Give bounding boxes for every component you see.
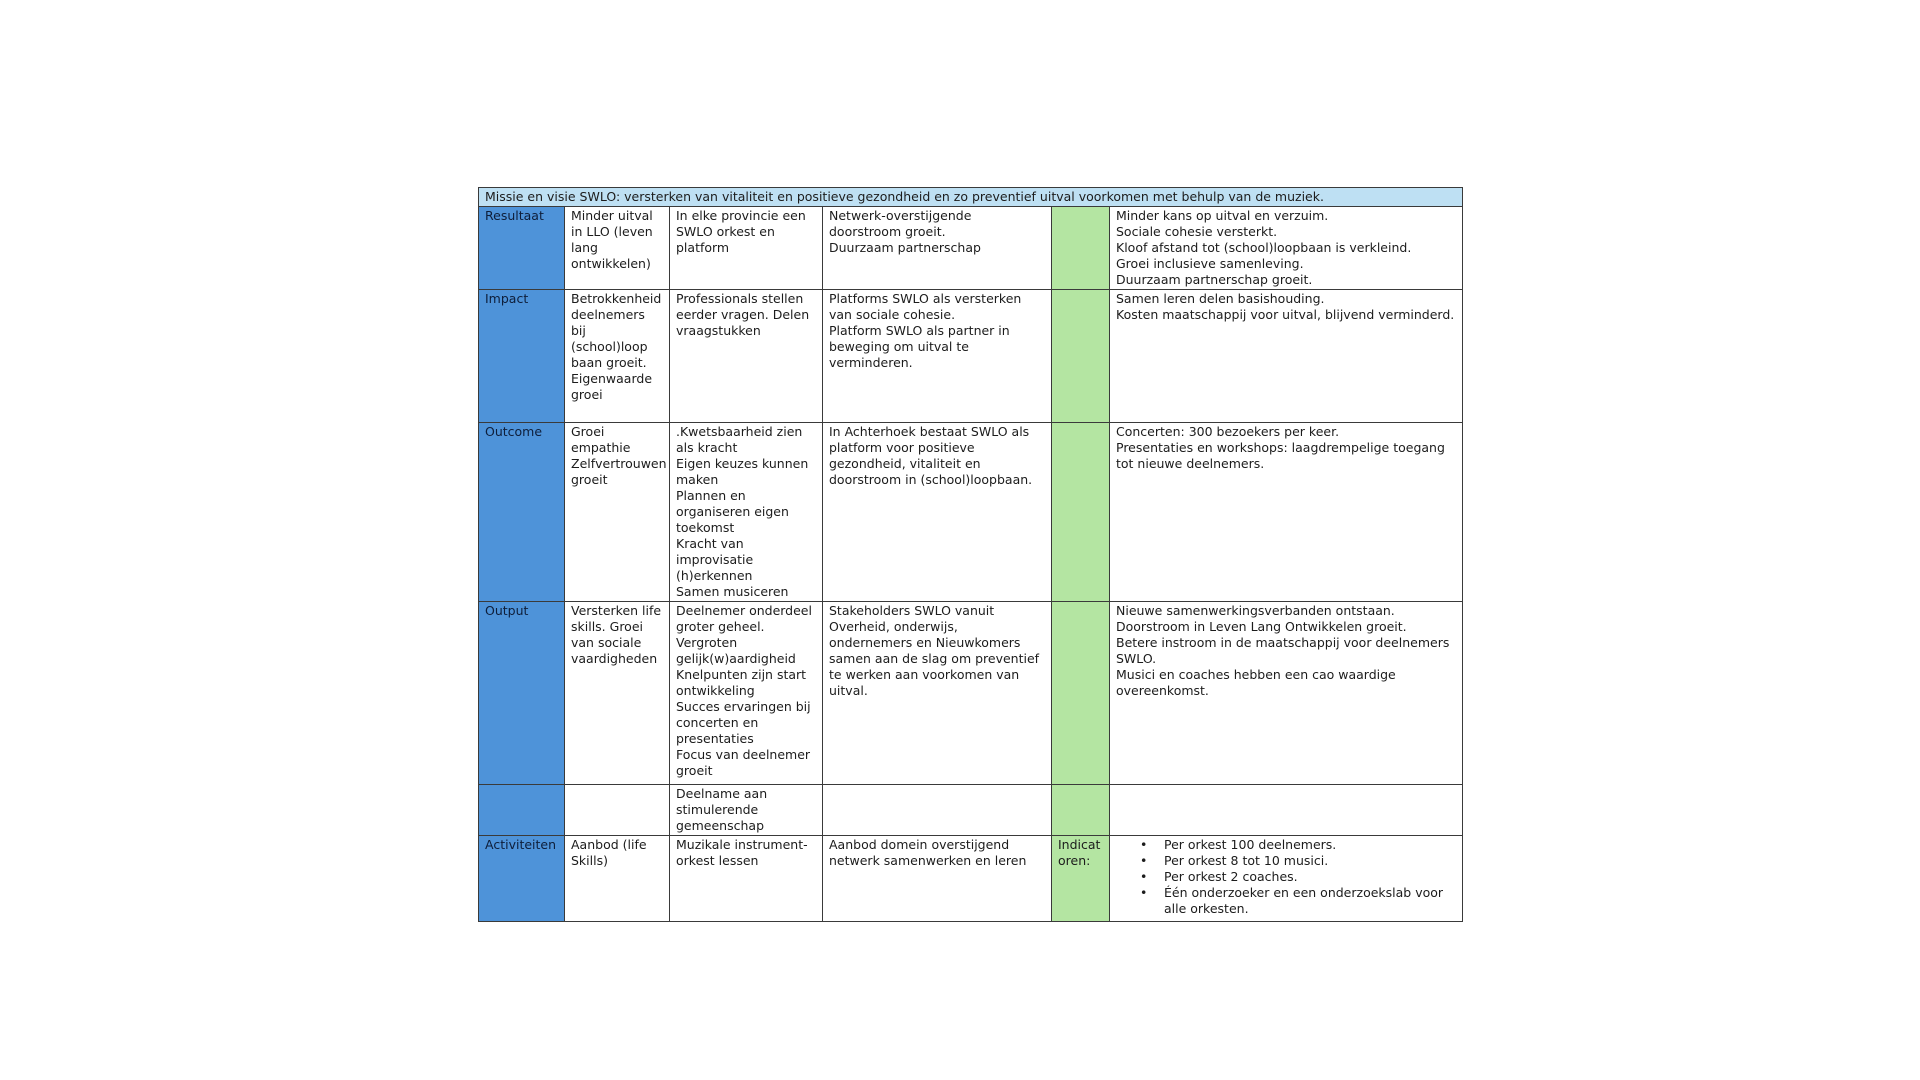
content-cell-col3: [823, 836, 1052, 922]
content-cell-col4: [1110, 785, 1463, 836]
table-row: [479, 207, 1463, 290]
content-cell-col1: [565, 602, 670, 785]
cell-text-line: Groei inclusieve samenleving.: [1116, 256, 1304, 271]
mission-header-row: [479, 188, 1463, 207]
logic-model-document: [478, 187, 1462, 922]
row-label: Outcome: [479, 423, 565, 602]
cell-text-line: Kloof afstand tot (school)loopbaan is verkleind.: [1116, 240, 1412, 255]
content-cell-col2: [670, 290, 823, 423]
table-row: [479, 290, 1463, 423]
cell-text-line: In elke provincie een SWLO orkest en platform: [676, 208, 806, 255]
table-row: [479, 785, 1463, 836]
cell-text-line: Eigenwaarde groei: [571, 371, 653, 402]
cell-text-line: Stakeholders SWLO vanuit Overheid, onderwijs, ondernemers en Nieuwkomers samen aan de slag om preventief te werken aan voorkomen van uitval.: [829, 603, 1040, 698]
cell-text-line: Duurzaam partnerschap: [829, 240, 981, 255]
content-cell-col4: [1110, 290, 1463, 423]
row-label: Output: [479, 602, 565, 785]
content-cell-col2: [670, 785, 823, 836]
cell-text-line: In Achterhoek bestaat SWLO als platform voor positieve gezondheid, vitaliteit en doorstroom in (school)loopbaan.: [829, 424, 1033, 487]
cell-text-line: Minder uitval in LLO (leven lang ontwikkelen): [571, 208, 653, 271]
content-cell-col1: [565, 785, 670, 836]
cell-text-line: Knelpunten zijn start ontwikkeling: [676, 667, 807, 698]
cell-text-line: Presentaties en workshops: laagdrempelige toegang tot nieuwe deelnemers.: [1116, 440, 1445, 471]
cell-text-line: Deelnemer onderdeel groter geheel.: [676, 603, 812, 634]
content-cell-col1: [565, 836, 670, 922]
content-cell-col1: [565, 423, 670, 602]
cell-text-line: Duurzaam partnerschap groeit.: [1116, 272, 1313, 287]
indicator-cell: [1052, 290, 1110, 423]
indicator-cell: [1052, 836, 1110, 922]
cell-text-line: Aanbod domein overstijgend netwerk samenwerken en leren: [829, 837, 1027, 868]
cell-text-line: Professionals stellen eerder vragen. Delen vraagstukken: [676, 291, 810, 338]
row-label: Resultaat: [479, 207, 565, 290]
content-cell-col2: [670, 423, 823, 602]
content-cell-col2: [670, 207, 823, 290]
cell-text-line: Eigen keuzes kunnen maken: [676, 456, 809, 487]
bullet-item: • Per orkest 8 tot 10 musici.: [1164, 853, 1456, 869]
content-cell-col3: [823, 602, 1052, 785]
indicator-cell: [1052, 785, 1110, 836]
cell-text-line: Samen musiceren: [676, 584, 789, 599]
cell-text-line: Concerten: 300 bezoekers per keer.: [1116, 424, 1340, 439]
content-cell-col4: [1110, 423, 1463, 602]
row-label: Activiteiten: [479, 836, 565, 922]
cell-text-line: Succes ervaringen bij concerten en presentaties: [676, 699, 811, 746]
cell-text-line: Indicat oren:: [1058, 837, 1101, 868]
content-cell-col2: [670, 836, 823, 922]
content-cell-col3: [823, 290, 1052, 423]
cell-text-line: Kracht van improvisatie (h)erkennen: [676, 536, 754, 583]
content-cell-col4: [1110, 207, 1463, 290]
cell-text-line: Betrokkenheid deelnemers bij (school)loop baan groeit.: [571, 291, 662, 370]
indicator-bullet-list: [1116, 837, 1456, 917]
cell-text-line: Versterken life skills. Groei van sociale vaardigheden: [571, 603, 662, 666]
row-label: Impact: [479, 290, 565, 423]
cell-text-line: Platform SWLO als partner in beweging om uitval te verminderen.: [829, 323, 1010, 370]
content-cell-col1: [565, 290, 670, 423]
content-cell-col2: [670, 602, 823, 785]
cell-text-line: Deelname aan stimulerende gemeenschap: [676, 786, 768, 833]
table-row: [479, 423, 1463, 602]
table-row: [479, 836, 1463, 922]
content-cell-col3: [823, 207, 1052, 290]
table-row: [479, 602, 1463, 785]
content-cell-col1: [565, 207, 670, 290]
cell-text-line: Plannen en organiseren eigen toekomst: [676, 488, 789, 535]
cell-text-line: Zelfvertrouwen groeit: [571, 456, 667, 487]
content-cell-col4: [1110, 836, 1463, 922]
cell-text-line: Sociale cohesie versterkt.: [1116, 224, 1278, 239]
cell-text-line: Netwerk-overstijgende doorstroom groeit.: [829, 208, 972, 239]
cell-text-line: Vergroten gelijk(w)aardigheid: [676, 635, 796, 666]
bullet-item: • Één onderzoeker en een onderzoekslab voor alle orkesten.: [1164, 885, 1456, 917]
cell-text-line: Platforms SWLO als versterken van sociale cohesie.: [829, 291, 1022, 322]
content-cell-col4: [1110, 602, 1463, 785]
cell-text-line: Samen leren delen basishouding.: [1116, 291, 1325, 306]
logic-model-table: [478, 187, 1463, 922]
mission-vision-header: Missie en visie SWLO: versterken van vitaliteit en positieve gezondheid en zo preventief uitval voorkomen met behulp van de muziek.: [479, 188, 1463, 207]
cell-text-line: Kosten maatschappij voor uitval, blijvend verminderd.: [1116, 307, 1455, 322]
cell-text-line: Doorstroom in Leven Lang Ontwikkelen groeit.: [1116, 619, 1407, 634]
cell-text-line: Aanbod (life Skills): [571, 837, 647, 868]
cell-text-line: Betere instroom in de maatschappij voor deelnemers SWLO.: [1116, 635, 1450, 666]
cell-text-line: Groei empathie: [571, 424, 631, 455]
cell-text-line: Nieuwe samenwerkingsverbanden ontstaan.: [1116, 603, 1395, 618]
indicator-cell: [1052, 207, 1110, 290]
bullet-item: • Per orkest 100 deelnemers.: [1164, 837, 1456, 853]
indicator-cell: [1052, 423, 1110, 602]
indicator-cell: [1052, 602, 1110, 785]
bullet-item: • Per orkest 2 coaches.: [1164, 869, 1456, 885]
content-cell-col3: [823, 785, 1052, 836]
row-label: [479, 785, 565, 836]
content-cell-col3: [823, 423, 1052, 602]
cell-text-line: .Kwetsbaarheid zien als kracht: [676, 424, 803, 455]
cell-text-line: Musici en coaches hebben een cao waardige overeenkomst.: [1116, 667, 1396, 698]
cell-text-line: Focus van deelnemer groeit: [676, 747, 811, 778]
cell-text-line: Minder kans op uitval en verzuim.: [1116, 208, 1329, 223]
cell-text-line: Muzikale instrument-orkest lessen: [676, 837, 808, 868]
